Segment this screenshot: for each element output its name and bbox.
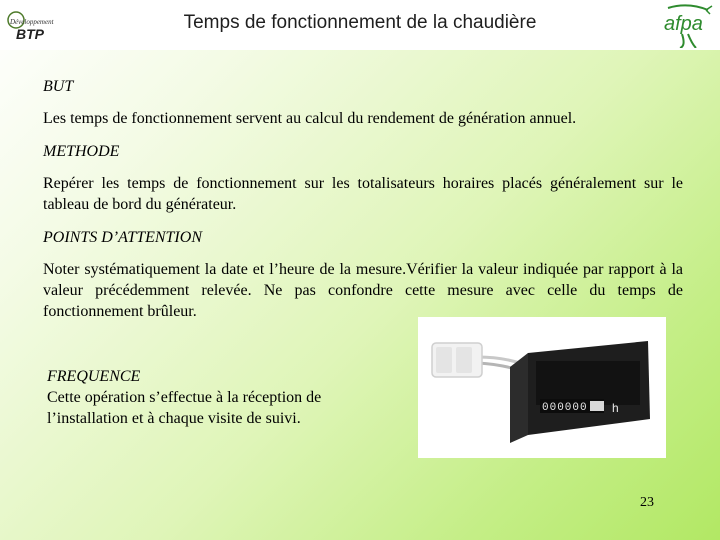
counter-digits: 000000 <box>542 402 588 414</box>
methode-heading: METHODE <box>43 143 120 160</box>
methode-body: Repérer les temps de fonctionnement sur les totalisateurs horaires placés généralement sur le tableau de bord du générateur. <box>43 175 683 213</box>
but-body: Les temps de fonctionnement servent au calcul du rendement de génération annuel. <box>43 110 577 127</box>
hour-counter-photo <box>418 317 666 458</box>
counter-unit: h <box>612 401 619 415</box>
slide-header <box>0 0 720 50</box>
points-body: Noter systématiquement la date et l’heure de la mesure.Vérifier la valeur indiquée par rapport à la valeur précédemment relevée. Ne pas confondre cette mesure avec celle du temps de fonctionnement brûleur. <box>43 261 683 320</box>
afpa-logo <box>660 4 716 48</box>
frequence-line-1: Cette opération s’effectue à la réception de <box>47 389 322 406</box>
points-heading: POINTS D’ATTENTION <box>43 229 202 246</box>
page-title: Temps de fonctionnement de la chaudière <box>183 12 537 33</box>
but-heading: BUT <box>43 78 74 95</box>
afpa-logo-text: afpa <box>664 13 703 35</box>
frequence-line-2: l’installation et à chaque visite de suivi. <box>47 410 301 427</box>
logo-left-bottom-text: BTP <box>16 26 44 42</box>
frequence-heading: FREQUENCE <box>47 368 141 385</box>
page-number: 23 <box>640 495 654 510</box>
logo-left-top-text: Développement <box>10 18 54 26</box>
